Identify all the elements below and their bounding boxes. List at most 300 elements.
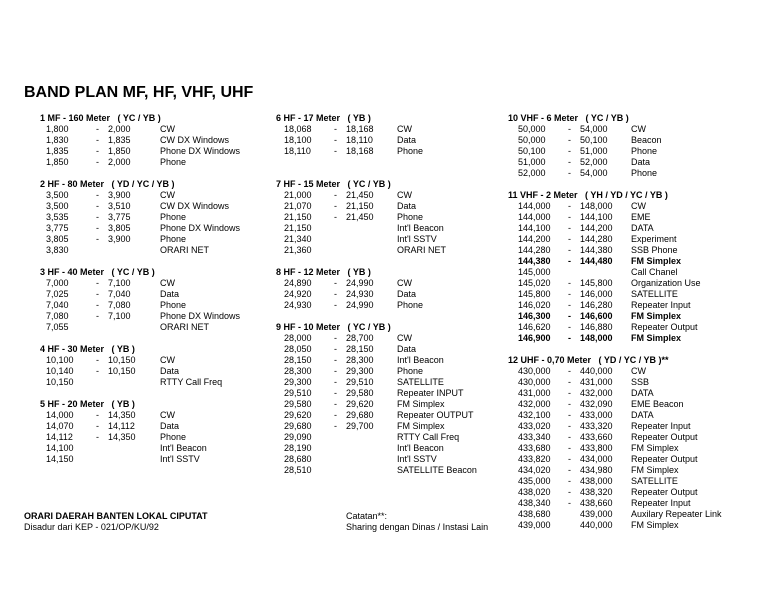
band-row — [508, 311, 682, 322]
band-row — [508, 498, 691, 509]
band-row — [276, 421, 445, 432]
band-row-dash: - — [96, 355, 99, 365]
band-row — [508, 366, 669, 377]
band-row-use: RTTY Call Freq — [160, 377, 223, 387]
band-row-to: 2,000 — [108, 124, 131, 134]
band-row-use: Int'l Beacon — [160, 443, 207, 453]
band-row-dash: - — [334, 344, 337, 354]
band-row-from: 432,000 — [518, 399, 551, 409]
band-row-from: 29,090 — [284, 432, 312, 442]
band-row — [508, 146, 658, 157]
band-row-use: Data — [160, 366, 180, 376]
band-row-to: 54,000 — [580, 124, 608, 134]
band-row-to: 10,150 — [108, 366, 136, 376]
band-row-from: 21,340 — [284, 234, 312, 244]
band-row-from: 146,020 — [518, 300, 551, 310]
band-row-to: 433,320 — [580, 421, 613, 431]
band-row-to: 24,990 — [346, 278, 374, 288]
band-row — [508, 212, 668, 223]
band-row — [276, 333, 412, 344]
band-row-to: 21,150 — [346, 201, 374, 211]
band-row-use: FM Simplex — [397, 421, 445, 431]
band-row — [40, 135, 230, 146]
band-row — [508, 432, 698, 443]
band-row-from: 10,100 — [46, 355, 74, 365]
band-row-use: FM Simplex — [397, 399, 445, 409]
band-row-from: 28,050 — [284, 344, 312, 354]
band-row-from: 3,830 — [46, 245, 69, 255]
band-row-from: 28,190 — [284, 443, 312, 453]
band-row-use: Phone — [160, 300, 187, 310]
band-row-dash: - — [568, 146, 571, 156]
band-row — [276, 135, 417, 146]
band-row-use: Repeater Output — [631, 454, 698, 464]
band-row — [508, 410, 669, 421]
band-row-from: 146,900 — [518, 333, 551, 343]
band-row — [276, 190, 412, 201]
band-row-from: 29,620 — [284, 410, 312, 420]
band-row-to: 434,980 — [580, 465, 613, 475]
band-row-from: 21,360 — [284, 245, 312, 255]
band-row-to: 51,000 — [580, 146, 608, 156]
band-row-from: 144,000 — [518, 212, 551, 222]
band-row — [276, 410, 474, 421]
band-row-use: Phone — [160, 234, 187, 244]
band-row-use: EME — [631, 212, 651, 222]
band-row-use: Data — [160, 289, 180, 299]
band-row — [508, 476, 678, 487]
band-row-dash: - — [96, 146, 99, 156]
band-section-10 — [508, 113, 662, 179]
band-row-dash: - — [96, 300, 99, 310]
band-row-use: CW — [160, 190, 175, 200]
band-row-dash: - — [96, 212, 99, 222]
band-row-use: CW — [397, 333, 412, 343]
band-row-to: 146,000 — [580, 289, 613, 299]
band-section-1 — [40, 113, 241, 168]
band-row-use: Repeater Input — [631, 421, 691, 431]
band-row-dash: - — [568, 399, 571, 409]
band-row-from: 28,000 — [284, 333, 312, 343]
band-row-dash: - — [334, 388, 337, 398]
band-row-use: Int'l Beacon — [397, 223, 444, 233]
section-heading: 6 HF - 17 Meter ( YB ) — [276, 113, 371, 123]
band-row-use: FM Simplex — [631, 333, 682, 343]
band-row-use: ORARI NET — [397, 245, 447, 255]
band-row-from: 28,680 — [284, 454, 312, 464]
band-row-use: ORARI NET — [160, 322, 210, 332]
band-row — [276, 377, 444, 388]
band-row-use: Data — [160, 421, 180, 431]
band-row-dash: - — [96, 190, 99, 200]
band-row-dash: - — [334, 278, 337, 288]
band-row-to: 7,100 — [108, 311, 131, 321]
band-row-use: DATA — [631, 388, 654, 398]
band-row-dash: - — [96, 289, 99, 299]
section-heading: 11 VHF - 2 Meter ( YH / YD / YC / YB ) — [508, 190, 668, 200]
band-row — [276, 212, 424, 223]
band-row-use: Int'l SSTV — [160, 454, 200, 464]
section-heading: 4 HF - 30 Meter ( YB ) — [40, 344, 135, 354]
band-row-from: 430,000 — [518, 366, 551, 376]
band-row — [40, 454, 200, 465]
band-row-to: 144,480 — [580, 256, 613, 266]
band-row-from: 432,100 — [518, 410, 551, 420]
band-row-from: 3,500 — [46, 190, 69, 200]
band-row-dash: - — [568, 212, 571, 222]
band-row — [276, 344, 417, 355]
band-row-from: 21,070 — [284, 201, 312, 211]
band-row-from: 434,020 — [518, 465, 551, 475]
band-row-to: 3,805 — [108, 223, 131, 233]
band-row-to: 3,510 — [108, 201, 131, 211]
band-row-to: 434,000 — [580, 454, 613, 464]
band-row-from: 144,000 — [518, 201, 551, 211]
band-row — [508, 388, 669, 399]
band-row-to: 144,100 — [580, 212, 613, 222]
band-row — [40, 201, 230, 212]
band-row-from: 3,535 — [46, 212, 69, 222]
band-row-dash: - — [334, 212, 337, 222]
band-row-from: 3,805 — [46, 234, 69, 244]
band-row-dash: - — [96, 124, 99, 134]
band-row-use: Repeater Output — [631, 432, 698, 442]
band-row-from: 52,000 — [518, 168, 546, 178]
band-row-to: 28,300 — [346, 355, 374, 365]
band-row-to: 2,000 — [108, 157, 131, 167]
footer-note-text: Sharing dengan Dinas / Instasi Lain — [346, 522, 489, 532]
band-row — [508, 157, 651, 168]
band-row — [508, 509, 722, 520]
band-row — [40, 223, 241, 234]
band-row-dash: - — [96, 421, 99, 431]
band-row — [508, 399, 684, 410]
band-row-dash: - — [568, 223, 571, 233]
band-row-to: 29,620 — [346, 399, 374, 409]
band-row — [276, 465, 477, 476]
band-row-from: 14,000 — [46, 410, 74, 420]
band-row-use: Phone — [160, 432, 187, 442]
band-row-use: Phone — [160, 157, 187, 167]
band-row-to: 1,850 — [108, 146, 131, 156]
band-row-from: 18,110 — [284, 146, 311, 156]
band-row-from: 144,380 — [518, 256, 551, 266]
band-row-use: Phone — [397, 146, 424, 156]
band-row-dash: - — [568, 234, 571, 244]
band-row-dash: - — [568, 135, 571, 145]
band-row-to: 148,000 — [580, 333, 613, 343]
band-row-dash: - — [568, 443, 571, 453]
band-row-from: 21,150 — [284, 212, 312, 222]
band-row-dash: - — [568, 421, 571, 431]
band-row-from: 431,000 — [518, 388, 551, 398]
band-row-dash: - — [96, 157, 99, 167]
band-row-from: 433,020 — [518, 421, 551, 431]
band-row — [508, 322, 698, 333]
band-row — [40, 311, 241, 322]
band-row-from: 28,510 — [284, 465, 312, 475]
band-row-use: CW — [397, 190, 412, 200]
band-row-dash: - — [96, 432, 99, 442]
band-row-from: 14,150 — [46, 454, 74, 464]
band-row — [276, 234, 437, 245]
band-row-from: 50,000 — [518, 124, 546, 134]
band-row-from: 29,300 — [284, 377, 312, 387]
band-row — [40, 289, 180, 300]
band-row — [40, 278, 175, 289]
band-row-use: RTTY Call Freq — [397, 432, 460, 442]
band-row-to: 438,320 — [580, 487, 613, 497]
band-row-to: 52,000 — [580, 157, 608, 167]
band-row — [508, 465, 679, 476]
band-row-to: 29,580 — [346, 388, 374, 398]
band-row-use: Beacon — [631, 135, 662, 145]
band-row-from: 439,000 — [518, 520, 551, 530]
section-heading: 10 VHF - 6 Meter ( YC / YB ) — [508, 113, 629, 123]
band-row — [40, 355, 175, 366]
section-heading: 3 HF - 40 Meter ( YC / YB ) — [40, 267, 155, 277]
band-row-use: Call Chanel — [631, 267, 678, 277]
band-row — [508, 168, 658, 179]
section-heading: 8 HF - 12 Meter ( YB ) — [276, 267, 371, 277]
band-row — [508, 267, 678, 278]
band-row-from: 1,850 — [46, 157, 69, 167]
band-row-to: 146,880 — [580, 322, 613, 332]
band-row — [508, 443, 679, 454]
band-row-use: FM Simplex — [631, 443, 679, 453]
band-row-from: 7,080 — [46, 311, 69, 321]
band-row — [276, 388, 464, 399]
band-row-use: FM Simplex — [631, 256, 682, 266]
band-row-use: Data — [631, 157, 651, 167]
band-row-use: Organization Use — [631, 278, 701, 288]
band-row — [508, 333, 682, 344]
band-row — [276, 432, 460, 443]
band-row-use: Repeater Output — [631, 322, 698, 332]
band-row-from: 146,620 — [518, 322, 551, 332]
band-row-to: 439,000 — [580, 509, 613, 519]
band-section-11 — [508, 190, 701, 344]
band-row-from: 29,580 — [284, 399, 312, 409]
band-row-to: 3,775 — [108, 212, 131, 222]
band-row-dash: - — [334, 135, 337, 145]
band-row-dash: - — [568, 333, 571, 343]
band-row — [40, 190, 175, 201]
band-section-6 — [276, 113, 424, 157]
band-row-from: 433,340 — [518, 432, 551, 442]
band-row-from: 21,150 — [284, 223, 312, 233]
band-row-from: 10,140 — [46, 366, 74, 376]
band-row-use: Data — [397, 201, 417, 211]
band-row-use: Phone — [397, 366, 424, 376]
band-row — [40, 234, 187, 245]
band-row-to: 433,660 — [580, 432, 613, 442]
band-row — [508, 520, 679, 531]
band-row-from: 29,510 — [284, 388, 312, 398]
band-row-from: 145,000 — [518, 267, 551, 277]
band-row-dash: - — [334, 146, 337, 156]
band-row-use: SSB — [631, 377, 650, 387]
band-row — [40, 300, 187, 311]
band-row-to: 14,350 — [108, 410, 136, 420]
band-row-use: ORARI NET — [160, 245, 210, 255]
band-row — [40, 443, 207, 454]
band-row-from: 3,500 — [46, 201, 69, 211]
band-row-from: 28,300 — [284, 366, 312, 376]
section-heading: 1 MF - 160 Meter ( YC / YB ) — [40, 113, 161, 123]
band-row — [276, 300, 424, 311]
band-section-7 — [276, 179, 447, 256]
band-row — [508, 245, 678, 256]
band-row-use: CW — [631, 201, 646, 211]
band-row-dash: - — [96, 311, 99, 321]
band-row-use: CW — [160, 124, 175, 134]
band-row-dash: - — [334, 366, 337, 376]
band-row-to: 24,930 — [346, 289, 374, 299]
band-row — [276, 278, 412, 289]
band-row-dash: - — [568, 157, 571, 167]
band-row-from: 18,068 — [284, 124, 312, 134]
section-heading: 7 HF - 15 Meter ( YC / YB ) — [276, 179, 391, 189]
band-row-use: Int'l SSTV — [397, 454, 437, 464]
band-row-to: 21,450 — [346, 190, 374, 200]
band-row — [276, 443, 444, 454]
band-row-use: Phone DX Windows — [160, 311, 241, 321]
band-row — [40, 212, 187, 223]
band-row-to: 29,680 — [346, 410, 374, 420]
band-row-use: Auxilary Repeater Link — [631, 509, 722, 519]
band-row-from: 3,775 — [46, 223, 69, 233]
band-row-dash: - — [568, 278, 571, 288]
band-row-to: 14,350 — [108, 432, 136, 442]
band-row-use: EME Beacon — [631, 399, 684, 409]
band-row-to: 146,600 — [580, 311, 613, 321]
band-row-dash: - — [334, 333, 337, 343]
band-row-to: 1,835 — [108, 135, 131, 145]
band-row — [40, 245, 210, 256]
band-row-use: Experiment — [631, 234, 677, 244]
band-row-dash: - — [568, 377, 571, 387]
band-row-from: 24,920 — [284, 289, 312, 299]
band-row — [276, 245, 447, 256]
footer-org: ORARI DAERAH BANTEN LOKAL CIPUTAT — [24, 511, 208, 521]
band-row — [508, 377, 669, 388]
band-row-from: 1,830 — [46, 135, 69, 145]
band-row-use: Phone — [397, 300, 424, 310]
band-row — [508, 201, 668, 212]
band-row-to: 50,100 — [580, 135, 608, 145]
band-row — [40, 124, 175, 135]
band-row-from: 14,070 — [46, 421, 74, 431]
band-row-use: CW — [631, 124, 646, 134]
band-row-dash: - — [568, 311, 571, 321]
band-row — [508, 223, 668, 234]
band-row-to: 3,900 — [108, 234, 131, 244]
band-row-use: Int'l Beacon — [397, 355, 444, 365]
band-row-dash: - — [568, 322, 571, 332]
band-row — [508, 256, 682, 267]
section-heading: 5 HF - 20 Meter ( YB ) — [40, 399, 135, 409]
band-row — [276, 454, 437, 465]
band-row-to: 18,168 — [346, 124, 374, 134]
band-row-use: CW — [160, 355, 175, 365]
band-row-from: 24,890 — [284, 278, 312, 288]
section-heading: 2 HF - 80 Meter ( YD / YC / YB ) — [40, 179, 175, 189]
band-row-use: Phone — [160, 212, 187, 222]
band-row — [40, 432, 187, 443]
band-row-dash: - — [96, 201, 99, 211]
band-row-from: 10,150 — [46, 377, 74, 387]
band-row-use: SATELLITE — [631, 476, 678, 486]
band-row-from: 50,000 — [518, 135, 546, 145]
band-row — [40, 366, 180, 377]
band-row-use: CW — [631, 366, 646, 376]
band-row-from: 145,020 — [518, 278, 551, 288]
band-row-to: 14,112 — [108, 421, 135, 431]
band-row-use: CW DX Windows — [160, 135, 230, 145]
band-row-from: 7,055 — [46, 322, 69, 332]
band-row-from: 14,112 — [46, 432, 73, 442]
band-row-dash: - — [334, 410, 337, 420]
band-row-from: 144,100 — [518, 223, 551, 233]
band-row-from: 1,800 — [46, 124, 69, 134]
band-row-use: Data — [397, 289, 417, 299]
band-row-dash: - — [568, 454, 571, 464]
band-row-from: 145,800 — [518, 289, 551, 299]
band-row-dash: - — [96, 366, 99, 376]
band-section-4 — [40, 344, 223, 388]
band-row — [40, 421, 180, 432]
band-row-to: 440,000 — [580, 520, 613, 530]
band-row-use: Repeater Input — [631, 498, 691, 508]
band-row-dash: - — [568, 388, 571, 398]
band-row — [40, 377, 223, 388]
band-row-dash: - — [568, 366, 571, 376]
section-heading: 9 HF - 10 Meter ( YC / YB ) — [276, 322, 391, 332]
band-row-use: Phone — [631, 146, 658, 156]
band-row-to: 433,000 — [580, 410, 613, 420]
band-row-from: 144,280 — [518, 245, 551, 255]
band-row-to: 146,280 — [580, 300, 613, 310]
band-row-use: Data — [397, 135, 417, 145]
band-row-use: CW — [397, 278, 412, 288]
band-row-to: 18,168 — [346, 146, 374, 156]
band-row-to: 29,300 — [346, 366, 374, 376]
band-row-use: CW — [160, 410, 175, 420]
band-row-use: Repeater OUTPUT — [397, 410, 474, 420]
band-row-use: SSB Phone — [631, 245, 678, 255]
band-row — [276, 289, 417, 300]
band-row-to: 7,100 — [108, 278, 131, 288]
band-row-use: CW DX Windows — [160, 201, 230, 211]
band-row-from: 435,000 — [518, 476, 551, 486]
band-row-dash: - — [96, 135, 99, 145]
band-row — [40, 157, 187, 168]
band-section-2 — [40, 179, 241, 256]
band-row-to: 24,990 — [346, 300, 374, 310]
band-row-from: 430,000 — [518, 377, 551, 387]
band-row-from: 438,680 — [518, 509, 551, 519]
band-row — [40, 146, 241, 157]
band-row — [508, 289, 678, 300]
footer-source: Disadur dari KEP - 021/OP/KU/92 — [24, 522, 159, 532]
band-row-to: 18,110 — [346, 135, 373, 145]
band-row-use: DATA — [631, 223, 654, 233]
band-row-dash: - — [334, 399, 337, 409]
band-row-dash: - — [568, 201, 571, 211]
band-row — [276, 355, 444, 366]
band-row-use: FM Simplex — [631, 311, 682, 321]
